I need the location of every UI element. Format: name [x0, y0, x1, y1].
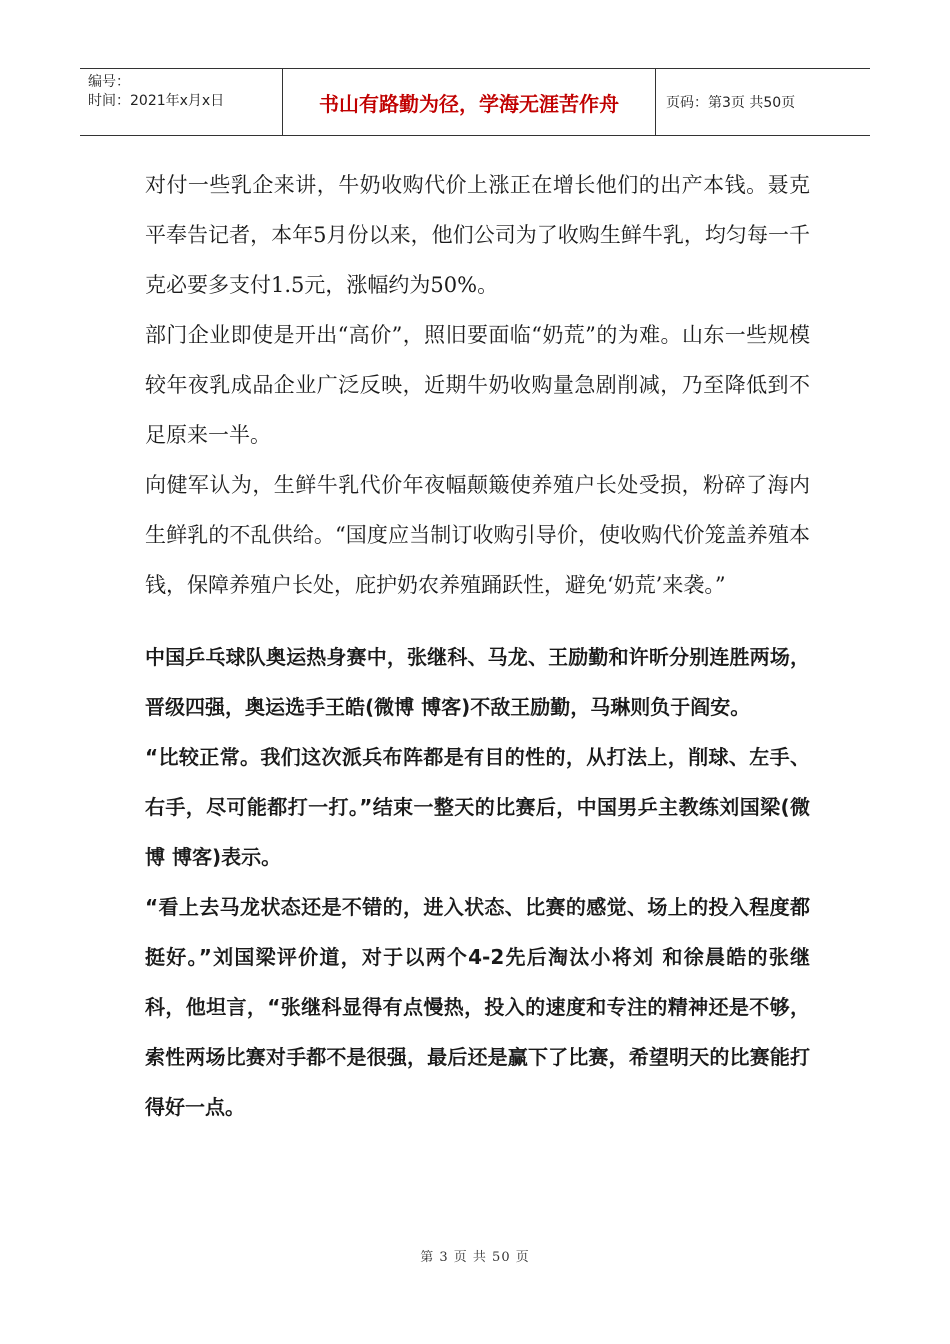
document-body [145, 160, 810, 1132]
document-number-label: 编号： [88, 74, 130, 90]
paragraph-coach-quote: “比较正常。我们这次派兵布阵都是有目的性的，从打法上，削球、左手、右手，尽可能都打一打。”结束一整天的比赛后，中国男乒主教练刘国梁(微博 博客)表示。 [145, 745, 810, 869]
page-footer: 第 3 页 共 50 页 [420, 1250, 530, 1265]
header-meta [80, 69, 283, 135]
paragraph-table-tennis-results: 中国乒乓球队奥运热身赛中，张继科、马龙、王励勤和许昕分别连胜两场，晋级四强，奥运选手王皓(微博 博客)不敌王励勤，马琳则负于阎安。 [145, 645, 810, 719]
paragraph-player-evaluation: “看上去马龙状态还是不错的，进入状态、比赛的感觉、场上的投入程度都挺好。”刘国梁评价道，对于以两个4-2先后淘汰小将刘 和徐晨皓的张继科，他坦言，“张继科显得有点慢热，投入的速度和专注的精神还是不够，索性两场比赛对手都不是很强，最后还是赢下了比赛，希望明天的比赛能打得好一点。 [145, 895, 810, 1119]
paragraph-milk-shortage: 部门企业即使是开出“高价”，照旧要面临“奶荒”的为难。山东一些规模较年夜乳成品企业广泛反映，近期牛奶收购量急剧削减，乃至降低到不足原来一半。 [145, 323, 810, 447]
page-header [80, 68, 870, 136]
paragraph-price-guidance: 向健军认为，生鲜牛乳代价年夜幅颠簸使养殖户长处受损，粉碎了海内生鲜乳的不乱供给。“国度应当制订收购引导价，使收购代价笼盖养殖本钱，保障养殖户长处，庇护奶农养殖踊跃性，避免‘奶荒’来袭。” [145, 473, 810, 597]
header-page-info: 页码：第3页 共50页 [666, 95, 796, 111]
header-motto: 书山有路勤为径，学海无涯苦作舟 [283, 69, 656, 135]
document-date: 时间：2021年x月x日 [88, 93, 225, 109]
paragraph-milk-cost: 对付一些乳企来讲，牛奶收购代价上涨正在增长他们的出产本钱。聂克平奉告记者，本年5月份以来，他们公司为了收购生鲜牛乳，均匀每一千克必要多支付1.5元，涨幅约为50%。 [145, 173, 810, 297]
section-gap [145, 610, 810, 632]
